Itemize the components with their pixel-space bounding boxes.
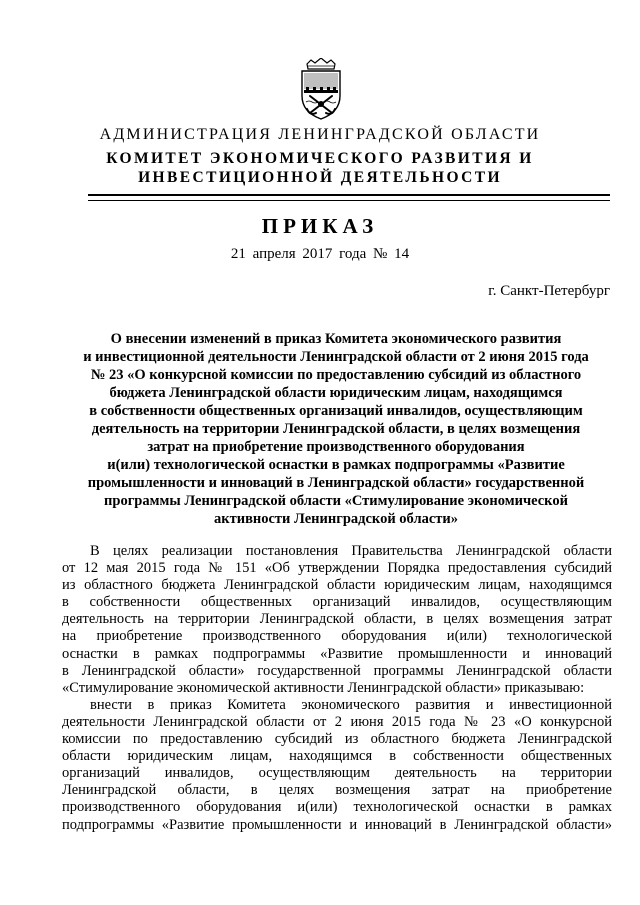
document-body bbox=[62, 543, 612, 834]
body-line: Ленинградской области, в целях возмещения затрат на приобретение bbox=[62, 782, 612, 799]
subject-line: и инвестиционной деятельности Ленинградской области от 2 июня 2015 года bbox=[83, 349, 589, 365]
document-subject bbox=[62, 330, 610, 528]
document-date-number: 21 апреля 2017 года № 14 bbox=[230, 246, 410, 262]
body-line: «Стимулирование экономической активности Ленинградской области» приказываю: bbox=[62, 679, 585, 696]
body-line: организаций инвалидов, осуществляющим деятельность на территории bbox=[62, 765, 612, 782]
subject-line: промышленности и инноваций в Ленинградской области» государственной bbox=[87, 475, 585, 491]
subject-line: бюджета Ленинградской области юридическим лицам, находящимся bbox=[109, 385, 563, 401]
body-line: области юридическим лицам, находящимся в собственности общественных bbox=[62, 748, 612, 765]
body-line: деятельности Ленинградской области от 2 июня 2015 года № 23 «О конкурсной bbox=[62, 713, 612, 730]
body-line: внести в приказ Комитета экономического развития и инвестиционной bbox=[90, 696, 612, 713]
header-divider-thick bbox=[88, 194, 610, 196]
body-line: В целях реализации постановления Правительства Ленинградской области bbox=[90, 543, 612, 559]
subject-line: затрат на приобретение производственного оборудования bbox=[147, 439, 525, 455]
body-line: в Ленинградской области» государственной программы Ленинградской области bbox=[62, 662, 612, 679]
subject-line: программы Ленинградской области «Стимулирование экономической bbox=[104, 493, 568, 509]
body-line: комиссии по предоставлению субсидий из областного бюджета Ленинградской bbox=[62, 731, 612, 748]
subject-line: активности Ленинградской области» bbox=[213, 511, 458, 527]
coat-of-arms-icon bbox=[296, 58, 346, 120]
committee-name-line2: ИНВЕСТИЦИОННОЙ ДЕЯТЕЛЬНОСТИ bbox=[138, 169, 502, 186]
subject-line: № 23 «О конкурсной комиссии по предоставлению субсидий из областного bbox=[90, 367, 582, 383]
body-line: производственного оборудования и(или) технологической оснастки в рамках bbox=[62, 799, 612, 816]
subject-line: в собственности общественных организаций инвалидов, осуществляющим bbox=[89, 403, 583, 419]
body-line: оснастки в рамках подпрограммы «Развитие промышленности и инноваций bbox=[62, 645, 612, 662]
body-line: из областного бюджета Ленинградской области юридическим лицам, находящимся bbox=[62, 577, 612, 594]
administration-name: АДМИНИСТРАЦИЯ ЛЕНИНГРАДСКОЙ ОБЛАСТИ bbox=[99, 126, 541, 143]
body-line: подпрограммы «Развитие промышленности и инноваций в Ленинградской области» bbox=[62, 816, 612, 833]
body-line: в собственности общественных организаций инвалидов, осуществляющим bbox=[62, 594, 612, 611]
subject-line: деятельность на территории Ленинградской области, в целях возмещения bbox=[91, 421, 581, 437]
body-line: деятельность на территории Ленинградской области, в целях возмещения затрат bbox=[62, 611, 612, 628]
subject-line: О внесении изменений в приказ Комитета экономического развития bbox=[110, 331, 562, 347]
committee-name-line1: КОМИТЕТ ЭКОНОМИЧЕСКОГО РАЗВИТИЯ И bbox=[106, 150, 534, 167]
document-title: ПРИКАЗ bbox=[261, 214, 379, 238]
document-city: г. Санкт-Петербург bbox=[488, 283, 610, 299]
header-divider-thin bbox=[88, 200, 610, 201]
body-line: на приобретение производственного оборудования и(или) технологической bbox=[62, 628, 612, 645]
subject-line: и(или) технологической оснастки в рамках подпрограммы «Развитие bbox=[107, 457, 565, 473]
body-line: от 12 мая 2015 года № 151 «Об утверждении Порядка предоставления субсидий bbox=[62, 560, 612, 577]
